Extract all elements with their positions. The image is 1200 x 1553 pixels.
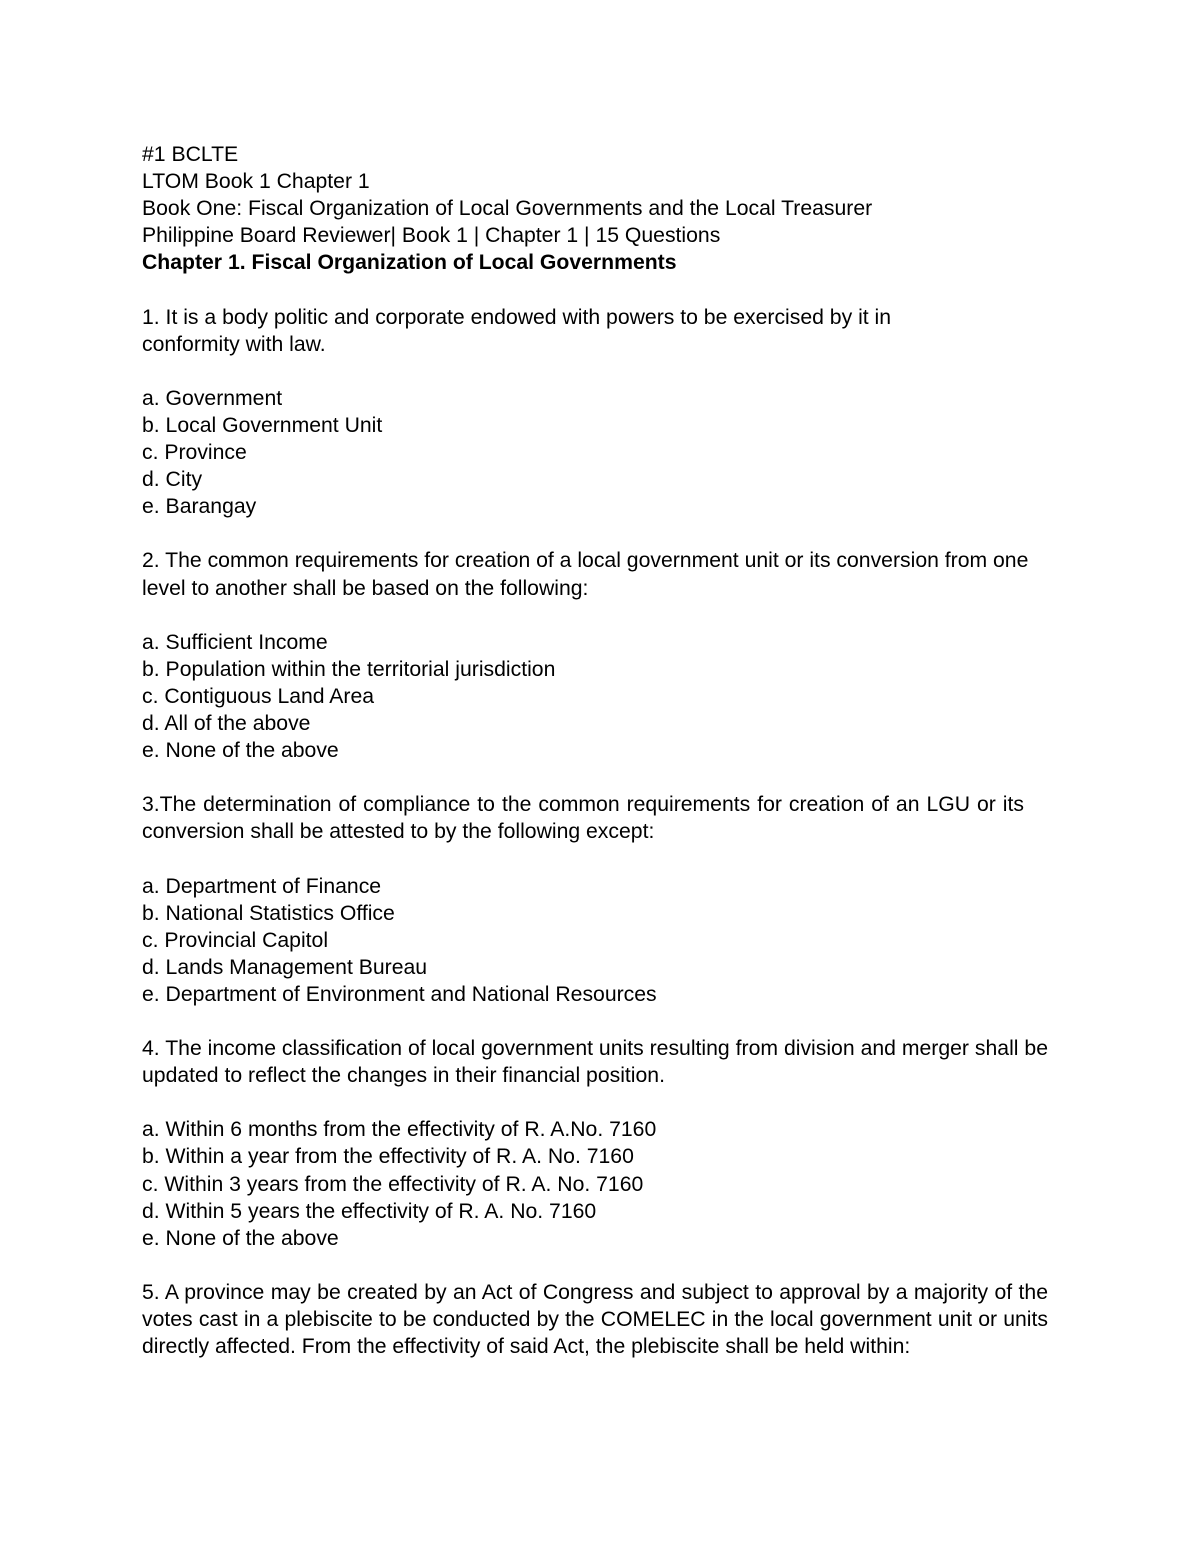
question-2 <box>142 547 1048 764</box>
option-d: d. Lands Management Bureau <box>142 955 428 979</box>
spacer <box>142 602 1048 629</box>
spacer <box>142 358 1048 385</box>
option-a: a. Government <box>142 386 283 410</box>
spacer <box>142 845 1048 872</box>
spacer <box>142 276 1048 303</box>
option-e: e. None of the above <box>142 1226 339 1250</box>
option-b: b. Within a year from the effectivity of R. A. No. 7160 <box>142 1145 634 1169</box>
question-3 <box>142 791 1048 1008</box>
spacer <box>142 1252 1048 1279</box>
spacer <box>142 764 1048 791</box>
option-b: b. Local Government Unit <box>142 413 383 437</box>
book-title: Book One: Fiscal Organization of Local Governments and the Local Treasurer <box>142 197 873 221</box>
option-e: e. Barangay <box>142 495 257 519</box>
question-4 <box>142 1035 1048 1252</box>
book-chapter-label: LTOM Book 1 Chapter 1 <box>142 170 370 194</box>
option-c: c. Province <box>142 441 247 465</box>
spacer <box>142 520 1048 547</box>
option-d: d. All of the above <box>142 711 311 735</box>
question-text: 4. The income classification of local government units resulting from division and merger shall be updated to reflect the changes in their financial position. <box>142 1037 1048 1088</box>
option-e: e. None of the above <box>142 739 339 763</box>
option-c: c. Provincial Capitol <box>142 928 329 952</box>
option-c: c. Contiguous Land Area <box>142 684 375 708</box>
document-id: #1 BCLTE <box>142 143 239 166</box>
chapter-title: Chapter 1. Fiscal Organization of Local Governments <box>142 251 677 275</box>
question-text: 5. A province may be created by an Act of Congress and subject to approval by a majority of the votes cast in a plebiscite to be conducted by the COMELEC in the local government unit or units directly affected. From the effectivity of said Act, the plebiscite shall be held within: <box>142 1280 1048 1359</box>
question-1 <box>142 304 1048 521</box>
reviewer-info: Philippine Board Reviewer| Book 1 | Chapter 1 | 15 Questions <box>142 224 721 248</box>
spacer <box>142 1089 1048 1116</box>
question-text: 3.The determination of compliance to the common requirements for creation of an LGU or its conversion shall be attested to by the following except: <box>142 793 1024 844</box>
option-d: d. Within 5 years the effectivity of R. A. No. 7160 <box>142 1199 597 1223</box>
option-a: a. Department of Finance <box>142 874 382 898</box>
option-e: e. Department of Environment and National Resources <box>142 982 657 1006</box>
spacer <box>142 1008 1048 1035</box>
question-5 <box>142 1279 1048 1360</box>
question-text: 1. It is a body politic and corporate endowed with powers to be exercised by it in conformity with law. <box>142 305 892 356</box>
option-a: a. Sufficient Income <box>142 630 328 654</box>
option-c: c. Within 3 years from the effectivity of R. A. No. 7160 <box>142 1172 644 1196</box>
document-page <box>142 141 1048 1360</box>
question-text: 2. The common requirements for creation of a local government unit or its conversion from one level to another shall be based on the following: <box>142 549 1029 600</box>
option-b: b. Population within the territorial jurisdiction <box>142 657 556 681</box>
option-d: d. City <box>142 468 203 492</box>
option-b: b. National Statistics Office <box>142 901 395 925</box>
option-a: a. Within 6 months from the effectivity of R. A.No. 7160 <box>142 1118 657 1142</box>
